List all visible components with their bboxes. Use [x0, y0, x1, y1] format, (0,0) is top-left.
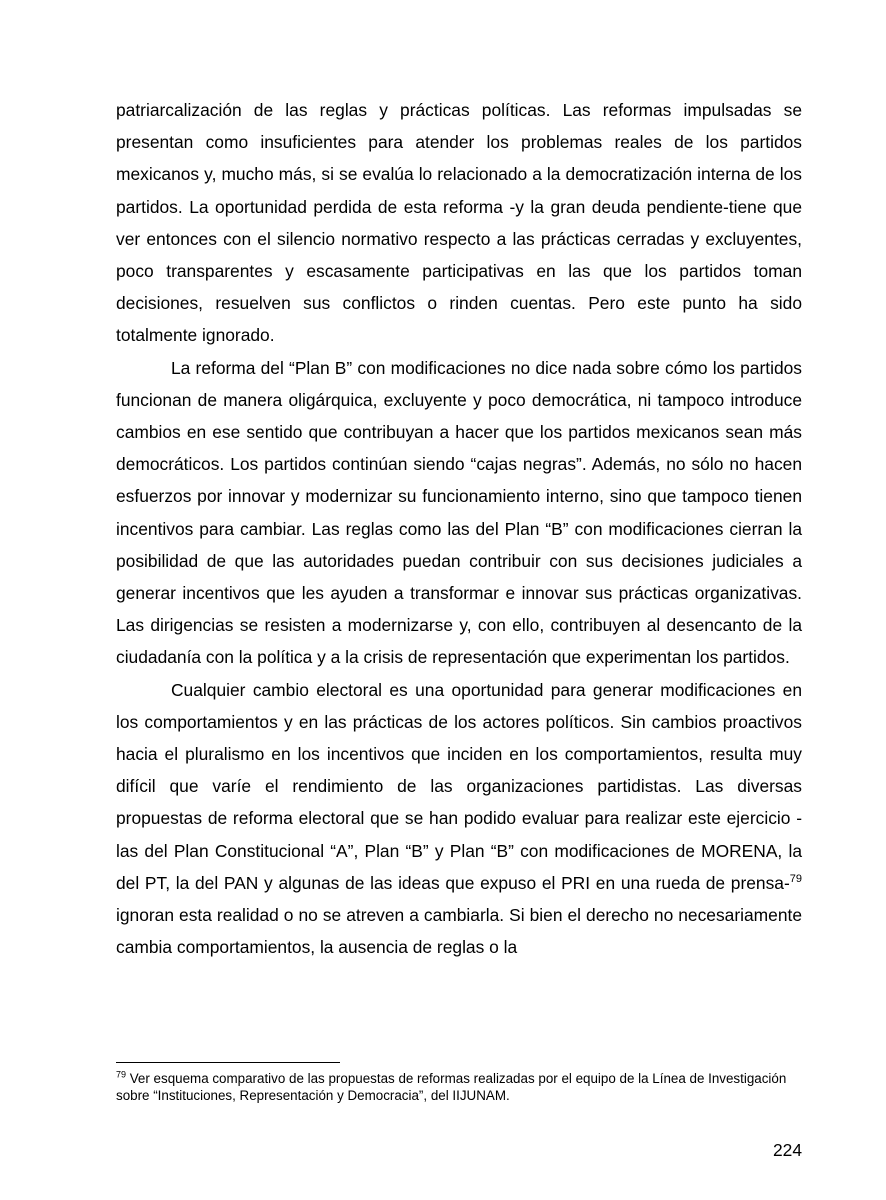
paragraph-1: patriarcalización de las reglas y prácticas políticas. Las reformas impulsadas se presentan como insuficientes para atender los problemas reales de los partidos mexicanos y, mucho más, si se evalúa lo relacionado a la democratización interna de los partidos. La oportunidad perdida de esta reforma -y la gran deuda pendiente-tiene que ver entonces con el silencio normativo respecto a las prácticas cerradas y excluyentes, poco transparentes y escasamente participativas en las que los partidos toman decisiones, resuelven sus conflictos o rinden cuentas. Pero este punto ha sido totalmente ignorado. [116, 100, 802, 346]
page-number: 224 [772, 1140, 802, 1160]
footnote-number: 79 [116, 1069, 127, 1080]
paragraph-2: La reforma del “Plan B” con modificaciones no dice nada sobre cómo los partidos funcionan de manera oligárquica, excluyente y poco democrática, ni tampoco introduce cambios en ese sentido que contribuyan a hacer que los partidos mexicanos sean más democráticos. Los partidos continúan siendo “cajas negras”. Además, no sólo no hacen esfuerzos por innovar y modernizar su funcionamiento interno, sino que tampoco tienen incentivos para cambiar. Las reglas como las del Plan “B” con modificaciones cierran la posibilidad de que las autoridades puedan contribuir con sus decisiones judiciales a generar incentivos que les ayuden a transformar e innovar sus prácticas organizativas. Las dirigencias se resisten a modernizarse y, con ello, contribuyen al desencanto de la ciudadanía con la política y a la crisis de representación que experimentan los partidos. [116, 357, 802, 668]
footnote-divider [116, 1062, 340, 1063]
paragraph-3 [116, 674, 802, 964]
footnote-reference[interactable]: 79 [789, 873, 802, 886]
paragraph-3-text-before: Cualquier cambio electoral es una oportunidad para generar modificaciones en los comportamientos y en las prácticas de los actores políticos. Sin cambios proactivos hacia el pluralismo en los incentivos que inciden en los comportamientos, resulta muy difícil que varíe el rendimiento de las organizaciones partidistas. Las diversas propuestas de reforma electoral que se han podido evaluar para realizar este ejercicio -las del Plan Constitucional “A”, Plan “B” y Plan “B” con modificaciones de MORENA, la del PT, la del PAN y algunas de las ideas que expuso el PRI en una rueda de prensa- [116, 679, 802, 893]
footnote [116, 1071, 802, 1104]
paragraph-3-text-after: ignoran esta realidad o no se atreven a cambiarla. Si bien el derecho no necesariamente cambia comportamientos, la ausencia de reglas o la [116, 905, 802, 958]
body-text [116, 94, 802, 963]
footnote-text: Ver esquema comparativo de las propuestas de reformas realizadas por el equipo de la Línea de Investigación sobre “Instituciones, Representación y Democracia”, del IIJUNAM. [116, 1071, 787, 1103]
